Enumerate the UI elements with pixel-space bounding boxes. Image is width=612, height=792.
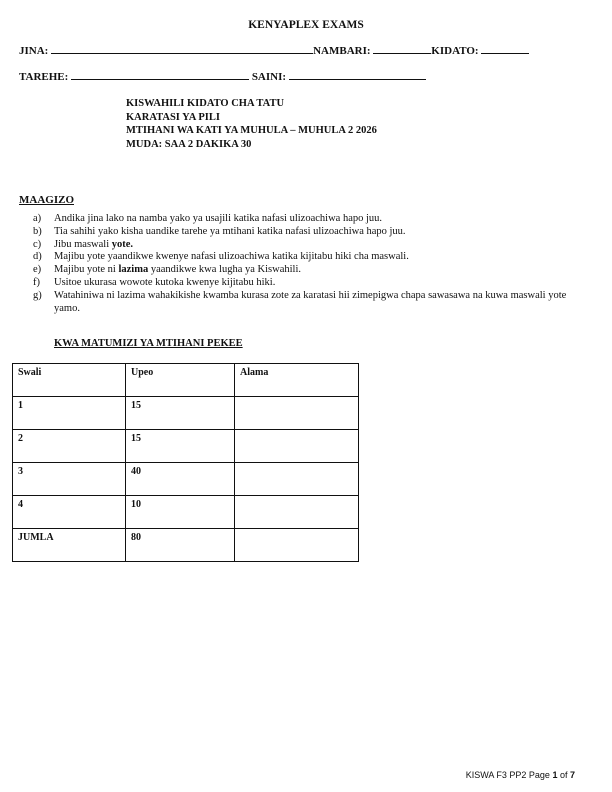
table-row [13,463,359,496]
exam-body-title: KENYAPLEX EXAMS [248,19,364,31]
table-header-row [13,364,359,397]
table-row [13,397,359,430]
instruction-item [33,277,588,290]
tarehe-field[interactable] [71,70,249,80]
exam-info-block [126,97,377,151]
page-footer [466,770,575,780]
question-cell: 4 [13,496,126,529]
max-score-cell: 40 [126,463,235,496]
score-cell[interactable] [235,430,359,463]
kidato-label: KIDATO: [431,45,479,57]
footer-of: of [557,770,570,780]
student-details-row [19,44,529,57]
max-score-cell: 10 [126,496,235,529]
nambari-field[interactable] [373,44,431,54]
subject-line: KISWAHILI KIDATO CHA TATU [126,98,285,109]
score-cell[interactable] [235,397,359,430]
instruction-item [33,251,588,264]
table-row [13,430,359,463]
jina-field[interactable] [51,44,313,54]
total-label-cell: JUMLA [13,529,126,562]
jina-label: JINA: [19,45,49,57]
footer-code: KISWA F3 PP2 Page [465,770,553,780]
nambari-label: NAMBARI: [313,45,371,57]
saini-label: SAINI: [251,71,287,83]
question-cell: 3 [13,463,126,496]
date-signature-row [19,70,426,83]
instruction-text: Andika jina lako na namba yako ya usajili katika nafasi ulizoachiwa hapo juu. [54,213,383,224]
instructions-list [33,213,588,315]
instruction-text: Majibu yote yaandikwe kwenye nafasi ulizoachiwa katika kijitabu hiki cha maswali. [54,251,409,263]
instruction-text: Tia sahihi yako kisha uandike tarehe ya mtihani katika nafasi ulizoachiwa hapo juu. [54,225,406,237]
instruction-item [33,226,588,239]
max-score-cell: 15 [126,430,235,463]
instruction-marker: d) [33,251,42,263]
instruction-emphasis: lazima [118,264,149,276]
examiner-use-heading: KWA MATUMIZI YA MTIHANI PEKEE [54,338,243,349]
page-total: 7 [569,770,575,780]
score-cell[interactable] [235,463,359,496]
column-header-upeo: Upeo [126,364,235,397]
instruction-text: Watahiniwa ni lazima wahakikishe kwamba kurasa zote za karatasi hii zimepigwa chapa sawasawa na kuwa maswali yote yamo. [54,289,567,314]
instruction-text-cont: yaandikwe kwa lugha ya Kiswahili. [148,264,301,276]
exam-period-line: MTIHANI WA KATI YA MUHULA – MUHULA 2 2026 [126,125,377,136]
instruction-item [33,213,588,226]
total-score-cell[interactable] [235,529,359,562]
table-total-row [13,529,359,562]
tarehe-label: TAREHE: [19,71,69,83]
question-cell: 2 [13,430,126,463]
score-table [12,363,359,562]
instruction-emphasis: yote. [111,238,134,250]
instruction-text: Jibu maswali [54,238,112,250]
column-header-alama: Alama [235,364,359,397]
instruction-marker: f) [33,276,40,288]
page-number: 1 [552,770,558,780]
instruction-marker: c) [33,238,42,250]
instruction-text: Majibu yote ni [54,264,119,276]
instruction-item [33,239,588,252]
table-row [13,496,359,529]
instruction-item [33,290,588,316]
total-max-cell: 80 [126,529,235,562]
instruction-marker: a) [33,213,42,224]
instruction-item [33,264,588,277]
question-cell: 1 [13,397,126,430]
saini-field[interactable] [289,70,426,80]
column-header-swali: Swali [13,364,126,397]
duration-line: MUDA: SAA 2 DAKIKA 30 [126,138,252,150]
instructions-heading: MAAGIZO [19,194,74,206]
instruction-marker: g) [33,289,42,301]
max-score-cell: 15 [126,397,235,430]
instruction-marker: b) [33,225,42,237]
paper-line: KARATASI YA PILI [126,111,220,123]
score-cell[interactable] [235,496,359,529]
kidato-field[interactable] [481,44,529,54]
instruction-text: Usitoe ukurasa wowote kutoka kwenye kijitabu hiki. [54,276,276,288]
instruction-marker: e) [33,264,42,276]
